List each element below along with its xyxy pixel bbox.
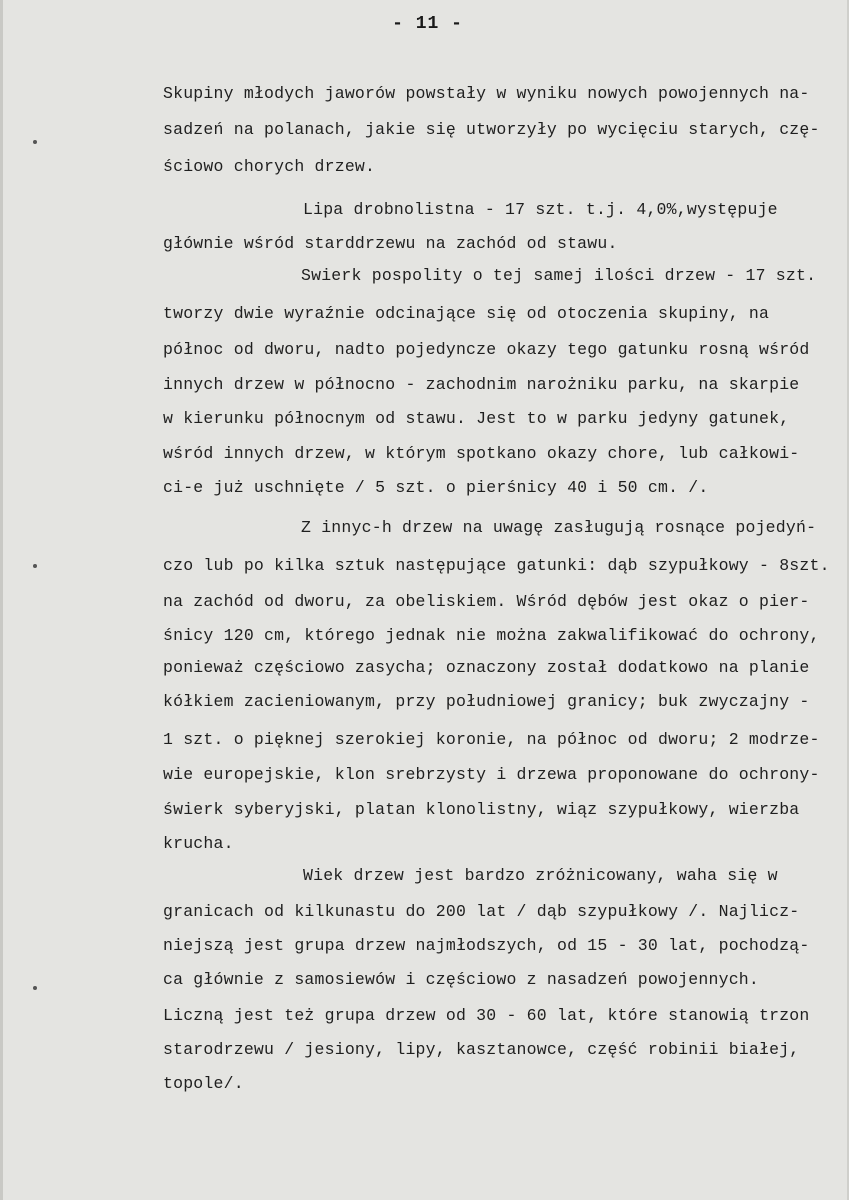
page-number: - 11 - <box>392 14 463 34</box>
text-line: Liczną jest też grupa drzew od 30 - 60 lat, które stanowią trzon <box>163 1006 810 1025</box>
text-line: kółkiem zacieniowanym, przy południowej granicy; buk zwyczajny - <box>163 692 810 711</box>
text-line: śnicy 120 cm, którego jednak nie można zakwalifikować do ochrony, <box>163 626 820 645</box>
text-line: topole/. <box>163 1074 244 1093</box>
text-line: świerk syberyjski, platan klonolistny, wiąz szypułkowy, wierzba <box>163 800 800 819</box>
text-line: tworzy dwie wyraźnie odcinające się od otoczenia skupiny, na <box>163 304 770 323</box>
text-line: na zachód od dworu, za obeliskiem. Wśród dębów jest okaz o pier- <box>163 592 810 611</box>
text-line: starodrzewu / jesiony, lipy, kasztanowce, część robinii białej, <box>163 1040 800 1059</box>
text-line: ca głównie z samosiewów i częściowo z nasadzeń powojennych. <box>163 970 759 989</box>
text-line: ściowo chorych drzew. <box>163 157 376 176</box>
text-line: Swierk pospolity o tej samej ilości drzew - 17 szt. <box>301 266 817 285</box>
text-line: Lipa drobnolistna - 17 szt. t.j. 4,0%,występuje <box>303 200 778 219</box>
text-line: granicach od kilkunastu do 200 lat / dąb szypułkowy /. Najlicz- <box>163 902 800 921</box>
text-line: niejszą jest grupa drzew najmłodszych, od 15 - 30 lat, pochodzą- <box>163 936 810 955</box>
text-line: ponieważ częściowo zasycha; oznaczony został dodatkowo na planie <box>163 658 810 677</box>
text-line: północ od dworu, nadto pojedyncze okazy tego gatunku rosną wśród <box>163 340 810 359</box>
text-line: Z innyc-h drzew na uwagę zasługują rosnące pojedyń- <box>301 518 817 537</box>
punch-hole-mark <box>33 986 37 990</box>
text-line: Skupiny młodych jaworów powstały w wyniku nowych powojennych na- <box>163 84 810 103</box>
text-line: 1 szt. o pięknej szerokiej koronie, na północ od dworu; 2 modrze- <box>163 730 820 749</box>
text-line: głównie wśród starddrzewu na zachód od stawu. <box>163 234 618 253</box>
text-line: wie europejskie, klon srebrzysty i drzewa proponowane do ochrony- <box>163 765 820 784</box>
text-line: krucha. <box>163 834 234 853</box>
text-line: ci-e już uschnięte / 5 szt. o pierśnicy 40 i 50 cm. /. <box>163 478 709 497</box>
text-line: Wiek drzew jest bardzo zróżnicowany, waha się w <box>303 866 778 885</box>
text-line: wśród innych drzew, w którym spotkano okazy chore, lub całkowi- <box>163 444 800 463</box>
text-line: w kierunku północnym od stawu. Jest to w parku jedyny gatunek, <box>163 409 790 428</box>
punch-hole-mark <box>33 564 37 568</box>
punch-hole-mark <box>33 140 37 144</box>
text-line: sadzeń na polanach, jakie się utworzyły po wycięciu starych, czę- <box>163 120 820 139</box>
text-line: innych drzew w północno - zachodnim narożniku parku, na skarpie <box>163 375 800 394</box>
text-line: czo lub po kilka sztuk następujące gatunki: dąb szypułkowy - 8szt. <box>163 556 830 575</box>
